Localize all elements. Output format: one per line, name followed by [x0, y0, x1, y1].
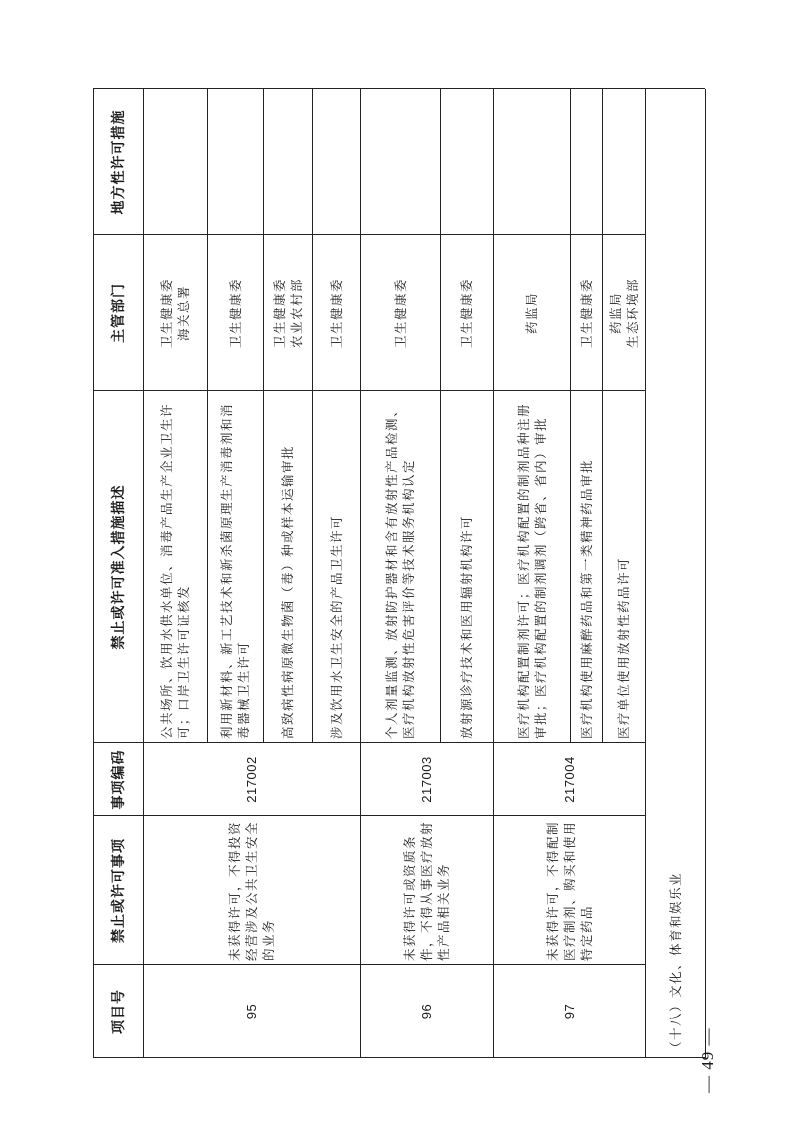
department-cell [602, 235, 645, 391]
department-name: 卫生健康委 [392, 278, 408, 349]
department-cell [570, 235, 602, 391]
measure-description: 医疗机构使用麻醉药品和第一类精神药品审批 [578, 458, 594, 739]
item-number: 96 [419, 1003, 434, 1020]
department-name: 卫生健康委 [227, 278, 243, 349]
measure-description: 个人剂量监测、放射防护器材和含有放射性产品检测、医疗机构放射性危害评价等技术服务机构认定 [384, 402, 416, 739]
department-name: 农业农村部 [288, 278, 304, 349]
measure-description: 医疗机构配置制剂许可；医疗机构配置的制剂品种注册审批；医疗机构配置的制剂调剂（跨省、省内）审批 [515, 402, 548, 739]
department-name: 卫生健康委 [578, 278, 594, 349]
table-border-right [93, 88, 705, 89]
department-name: 药监局 [607, 292, 623, 335]
header-item-no: 项目号 [111, 989, 127, 1034]
department-name: 卫生健康委 [328, 278, 344, 349]
department-cell [263, 235, 312, 391]
page-number: — 49 — [698, 1027, 717, 1093]
department-name: 卫生健康委 [459, 278, 474, 349]
header-item: 禁止或许可事项 [111, 838, 127, 943]
measure-description: 医疗单位使用放射性药品许可 [616, 556, 631, 739]
department-name: 药监局 [524, 292, 539, 335]
header-code: 事项编码 [111, 749, 127, 810]
header-desc: 禁止或许可准入措施描述 [111, 484, 127, 650]
header-dept: 主管部门 [111, 283, 127, 343]
department-cell [360, 235, 440, 391]
department-name: 生态环境部 [624, 278, 640, 349]
department-cell [312, 235, 360, 391]
item-code: 217004 [561, 756, 577, 803]
header-local: 地方性许可措施 [111, 109, 127, 215]
item-name: 未获得许可或资质条件，不得从事医疗放射性产品相关业务 [402, 820, 451, 961]
measure-description: 高致病性病原微生物菌（毒）种或样本运输审批 [280, 444, 295, 739]
item-number: 95 [244, 1003, 259, 1020]
item-code: 217002 [244, 756, 259, 803]
department-cell [143, 235, 207, 391]
measure-description: 放射源诊疗技术和医用辐射机构许可 [459, 514, 474, 739]
department-cell [207, 235, 263, 391]
department-cell [440, 235, 493, 391]
measure-description: 利用新材料、新工艺技术和新杀菌原理生产消毒剂和消毒器械卫生许可 [219, 402, 251, 739]
section-footer: （十八）文化、体育和娱乐业 [667, 871, 683, 1054]
department-name: 卫生健康委 [271, 278, 287, 349]
department-name: 海关总署 [176, 285, 191, 342]
item-code: 217003 [419, 756, 434, 803]
measure-description: 涉及饮用水卫生安全的产品卫生许可 [328, 514, 344, 739]
department-name: 卫生健康委 [159, 278, 174, 349]
measure-description: 公共场所、饮用水供水单位、消毒产品生产企业卫生许可；口岸卫生许可证核发 [159, 402, 191, 739]
item-number: 97 [561, 1003, 577, 1020]
item-name: 未获得许可，不得投资经营涉及公共卫生安全的业务 [227, 820, 276, 961]
item-name: 未获得许可，不得配制医疗制剂、购买和使用特定药品 [544, 820, 594, 961]
table-border-bottom [705, 89, 706, 1058]
department-cell [493, 235, 570, 391]
